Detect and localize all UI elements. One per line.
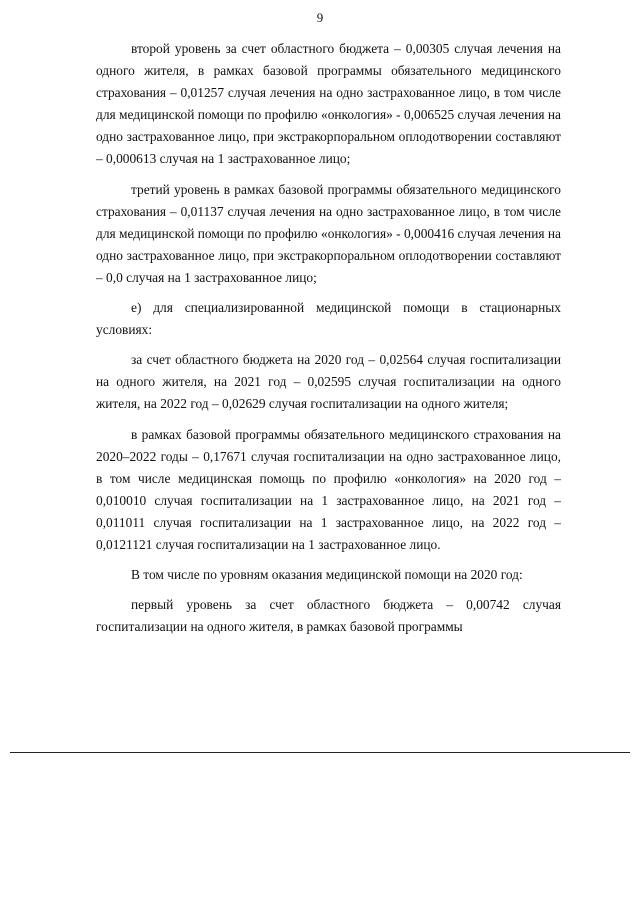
paragraph-basic-program: в рамках базовой программы обязательного медицинского страхования на 2020–2022 годы – 0,17671 случая госпитализации на одно застрахованное лицо, в том числе медицинская помощь по профилю «онкология» на 2020 год – 0,010010 случая госпитализации на 1 застрахованное лицо, на 2021 год – 0,011011 случая госпитализации на 1 застрахованное лицо, на 2022 год – 0,0121121 случая госпитализации на 1 застрахованное лицо. bbox=[96, 426, 561, 552]
paragraph-second-level: второй уровень за счет областного бюджета – 0,00305 случая лечения на одного жителя, в рамках базовой программы обязательного медицинского страхования – 0,01257 случая лечения на одно застрахованное лицо, в том числе для медицинской помощи по профилю «онкология» - 0,006525 случая лечения на одно застрахованное лицо, при экстракорпоральном оплодотворении составляют – 0,000613 случая на 1 застрахованное лицо; bbox=[96, 41, 561, 167]
paragraph-third-level: третий уровень в рамках базовой программы обязательного медицинского страхования – 0,01137 случая лечения на одно застрахованное лицо, в том числе для медицинской помощи по профилю «онкология» - 0,000416 случая лечения на одно застрахованное лицо, при экстракорпоральном оплодотворении составляют – 0,0 случая на 1 застрахованное лицо; bbox=[96, 181, 561, 285]
document-body bbox=[96, 38, 561, 638]
footer-divider bbox=[10, 752, 630, 753]
paragraph-levels-intro: В том числе по уровням оказания медицинской помощи на 2020 год: bbox=[131, 567, 523, 583]
paragraph-first-level: первый уровень за счет областного бюджета – 0,00742 случая госпитализации на одного жителя, в рамках базовой программы bbox=[96, 597, 561, 635]
paragraph-specialized-care-heading: е) для специализированной медицинской помощи в стационарных условиях: bbox=[96, 300, 561, 338]
page-number: 9 bbox=[316, 10, 324, 25]
paragraph-regional-budget: за счет областного бюджета на 2020 год – 0,02564 случая госпитализации на одного жителя, на 2021 год – 0,02595 случая госпитализации на одного жителя, на 2022 год – 0,02629 случая госпитализации на одного жителя; bbox=[96, 352, 561, 412]
